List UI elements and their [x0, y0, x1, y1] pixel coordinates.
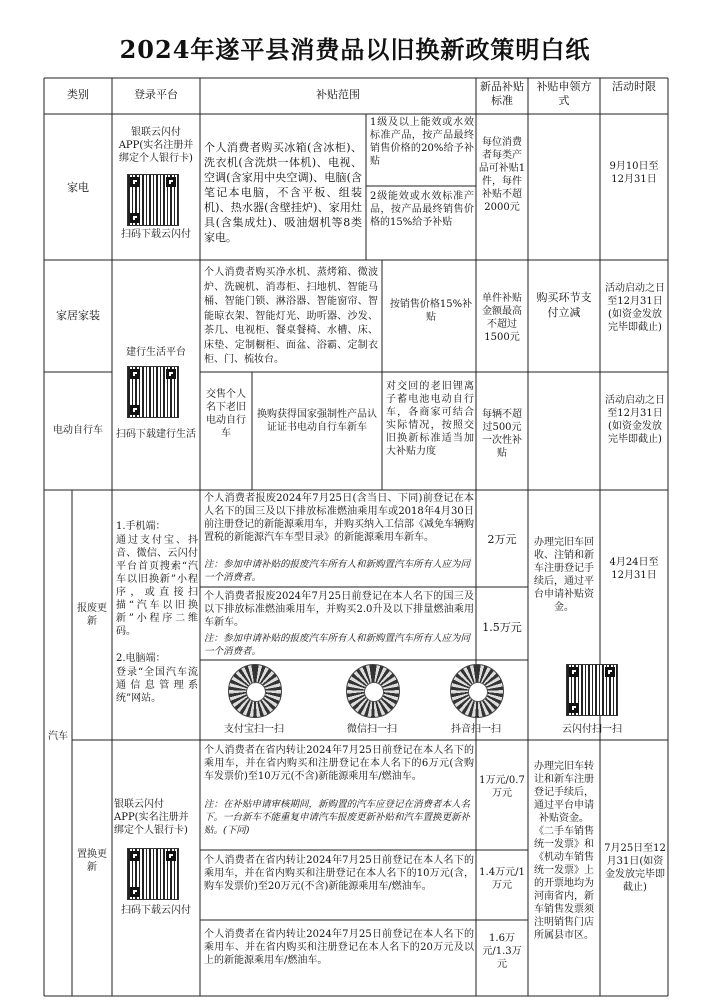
- header-scope: 补贴范围: [316, 88, 360, 101]
- qr-label-douyin: 抖音扫一扫: [451, 724, 501, 735]
- replace-period: 7月25日至12月31日(如资金发放完毕即截止): [604, 843, 666, 893]
- qr-label-wechat: 微信扫一扫: [347, 724, 397, 735]
- replace-note1: 注：在补贴申请审核期间，新购置的汽车应登记在消费者本人名下。一台新车不能重复申请汽车报废更新补贴和汽车置换更新补贴。(下同): [204, 799, 471, 836]
- scrap-mobile-title: 1.手机端：: [116, 521, 166, 532]
- page-title: 2024年遂平县消费品以旧换新政策明白纸: [119, 35, 591, 64]
- category-auto: 汽车: [48, 731, 68, 742]
- wechat-qr-icon: [346, 664, 400, 718]
- tier2-text: 2级能效或水效标准产品，按产品最终销售价格的15%给予补贴: [370, 191, 474, 228]
- header-period: 活动时限: [612, 80, 656, 93]
- period-appliances: 9月10日至12月31日: [609, 161, 659, 185]
- qr-label-unionpay: 云闪付扫一扫: [562, 724, 622, 735]
- replace-std3: 1.6万元/1.3万元: [482, 933, 522, 970]
- header-method: 补贴申领方式: [536, 80, 592, 107]
- douyin-qr-icon: [450, 664, 504, 718]
- qr-code-icon: [127, 848, 179, 900]
- category-home: 家居家装: [56, 309, 100, 322]
- unionpay-qr-icon: [566, 664, 618, 716]
- category-ebike: 电动自行车: [53, 425, 103, 436]
- scrap-item2: 个人消费者报废2024年7月25日前登记在本人名下的国三及以下排放标准燃油乘用车，并购买2.0升及以下排量燃油乘用车新车。: [204, 591, 474, 628]
- alipay-qr-icon: [228, 664, 282, 718]
- ebike-detail: 对交回的老旧锂离子蓄电池电动自行车，各商家可结合实际情况，按照交旧换新标准适当加大补贴力度: [386, 381, 474, 457]
- replace-item3: 个人消费者在省内转让2024年7月25日前登记在本人名下的乘用车、并在省内购买和注册登记在本人名下的20万元及以上的新能源乘用车/燃油车。: [204, 929, 474, 966]
- qr-caption: 扫码下载云闪付: [121, 905, 191, 916]
- header-standard: 新品补贴标准: [480, 80, 524, 107]
- replace-item2: 个人消费者在省内转让2024年7月25日前登记在本人名下的乘用车，并在省内购买和注册登记在本人名下的10万元(含，购车发票价)至20万元(不含)新能源乘用车/燃油车。: [204, 855, 474, 892]
- standard-appliances: 每位消费者每类产品可补贴1件，每件补贴不超2000元: [478, 137, 526, 213]
- replace-std2: 1.4万元/1万元: [479, 867, 525, 891]
- period-home: 活动启动之日至12月31日(如资金发放完毕即截止): [605, 283, 665, 333]
- replace-item1: 个人消费者在省内转让2024年7月25日前登记在本人名下的乘用车，并在省内购买和注册登记在本人名下的6万元(含购车发票价)至10万元(不含)新能源乘用车/燃油车。: [204, 745, 474, 782]
- scrap-method: 办理完旧车回收、注销和新车注册登记手续后，通过平台申请补贴资金。: [534, 537, 594, 613]
- replace-std1: 1万元/0.7万元: [479, 775, 525, 799]
- scrap-mobile-text: 通过支付宝、抖音、微信、云闪付平台首页搜索“汽车以旧换新”小程序，或直接扫描“汽车以旧换新”小程序二维码。: [116, 535, 198, 637]
- scrap-note2: 注：参加申请补贴的报废汽车所有人和新购置汽车所有人应为同一个消费者。: [204, 633, 471, 657]
- scope-appliances: 个人消费者购买冰箱(含冰柜)、洗衣机(含洗烘一体机)、电视、空调(含家用中央空调)、电脑(含笔记本电脑，不含平板、组装机)、热水器(含壁挂炉)、家用灶具(含集成灶)、吸油烟机等8类家电。: [204, 141, 362, 244]
- qr-label-alipay: 支付宝扫一扫: [224, 724, 284, 735]
- replace-label: 置换更新: [77, 849, 107, 873]
- scope-home: 个人消费者购买净水机、蒸烤箱、微波炉、洗碗机、消毒柜、扫地机、智能马桶、智能门锁、淋浴器、智能窗帘、智能晾衣架、智能灯光、助听器、沙发、茶几、电视柜、餐桌餐椅、水槽、床、床垫、定制橱柜、面盆、浴霸、定制衣柜、门、梳妆台。: [204, 267, 378, 365]
- replace-platform: 银联云闪付APP(实名注册并绑定个人银行卡): [114, 799, 189, 836]
- standard-ebike: 每辆不超过500元一次性补贴: [482, 409, 522, 459]
- scrap-pc-title: 2.电脑端：: [116, 653, 166, 664]
- qr-code-icon: [127, 366, 179, 418]
- rate-home: 按销售价格15%补贴: [389, 299, 473, 323]
- scrap-period: 4月24日至12月31日: [609, 557, 659, 581]
- scrap-pc-text: 登录“全国汽车流通信息管理系统”网站。: [116, 667, 198, 704]
- qr-caption: 扫码下载建行生活: [116, 429, 196, 440]
- qr-caption: 扫码下载云闪付: [121, 229, 191, 240]
- scrap-item1: 个人消费者报废2024年7月25日(含当日、下同)前登记在本人名下的国三及以下排放标准燃油乘用车或2018年4月30日前注册登记的新能源乘用车，并购买纳入工信部《减免车辆购置税的新能源汽车车型目录》的新能源乘用车新车。: [204, 493, 474, 543]
- period-ebike: 活动启动之日至12月31日(如资金发放完毕即截止): [605, 395, 665, 445]
- header-category: 类别: [67, 88, 89, 101]
- scrap-std1: 2万元: [487, 533, 517, 546]
- ebike-condition: 交售个人名下老旧电动自行车: [206, 389, 246, 439]
- replace-method: 办理完旧车转让和新车注册登记手续后，通过平台申请补贴资金。《二手车销售统一发票》和《机动车销售统一发票》上的开票地均为河南省内，新车销售发票须注明销售门店所属县市区。: [534, 761, 594, 941]
- scrap-label: 报废更新: [77, 603, 107, 627]
- ebike-action: 换购获得国家强制性产品认证证书电动自行车新车: [257, 409, 377, 433]
- qr-code-icon: [127, 174, 179, 226]
- category-appliances: 家电: [67, 181, 89, 194]
- method-shared: 购买环节支付立减: [536, 291, 592, 319]
- platform-appliances: 银联云闪付APP(实名注册并绑定个人银行卡): [118, 127, 194, 164]
- scrap-std2: 1.5万元: [482, 621, 522, 634]
- scrap-note1: 注：参加申请补贴的报废汽车所有人和新购置汽车所有人应为同一个消费者。: [204, 559, 471, 583]
- platform-home: 建行生活平台: [126, 347, 186, 358]
- header-platform: 登录平台: [134, 88, 178, 101]
- standard-home: 单件补贴金额最高不超过1500元: [482, 293, 522, 343]
- tier1-text: 1级及以上能效或水效标准产品，按产品最终销售价格的20%给予补贴: [370, 117, 474, 167]
